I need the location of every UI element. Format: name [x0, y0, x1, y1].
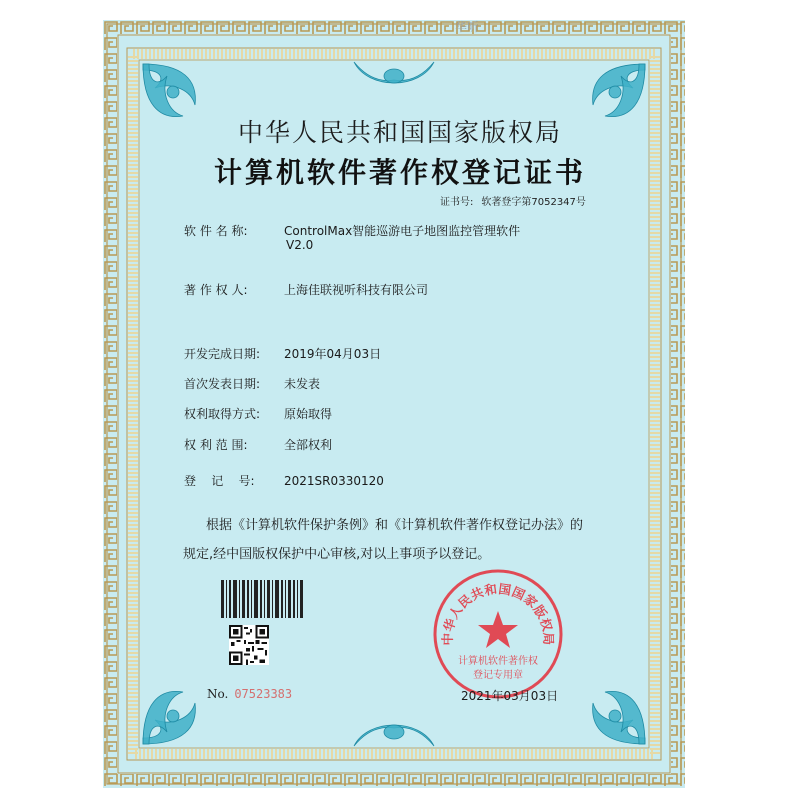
serial-value: 07523383	[234, 687, 293, 701]
official-seal	[431, 567, 565, 701]
field-label: 开发完成日期:	[184, 347, 261, 361]
field-value: ControlMax智能巡游电子地图监控管理软件	[284, 224, 521, 238]
field-label: 软 件 名 称:	[184, 224, 248, 238]
field-label: 著 作 权 人:	[184, 283, 248, 297]
field-first-publication-date	[184, 375, 320, 392]
certificate-number-value: 软著登字第7052347号	[481, 197, 586, 208]
certificate-title: 计算机软件著作权登记证书	[213, 156, 586, 189]
field-label: 首次发表日期:	[184, 377, 261, 391]
field-value-version: V2.0	[286, 238, 314, 252]
certificate-number-label: 证书号:	[440, 197, 474, 208]
serial-prefix: No.	[207, 687, 229, 701]
statement-line-2: 规定,经中国版权保护中心审核,对以上事项予以登记。	[183, 547, 491, 562]
field-value: 原始取得	[284, 407, 333, 421]
field-completion-date	[184, 345, 381, 362]
issue-date: 2021年03月03日	[461, 689, 559, 703]
field-rights-scope	[184, 436, 332, 453]
field-value: 全部权利	[284, 438, 333, 452]
seal-ring-text: 中华人民共和国国家版权局	[439, 581, 557, 646]
field-label: 权利取得方式:	[184, 407, 261, 421]
field-copyright-owner	[184, 281, 428, 298]
issuing-authority: 中华人民共和国国家版权局	[237, 118, 562, 147]
serial-number	[207, 687, 292, 701]
certificate-number	[440, 193, 594, 208]
field-label: 权 利 范 围:	[184, 438, 248, 452]
field-value: 2019年04月03日	[284, 347, 382, 361]
field-value: 未发表	[284, 377, 321, 391]
barcode	[221, 580, 305, 618]
handwritten-note: 华昕	[455, 20, 480, 34]
field-label: 登 记 号:	[184, 474, 255, 488]
field-value: 2021SR0330120	[284, 474, 384, 488]
seal-line-2: 登记专用章	[473, 670, 523, 681]
field-registration-number	[184, 472, 384, 489]
field-value: 上海佳联视听科技有限公司	[284, 283, 429, 297]
field-acquisition-method	[184, 405, 332, 422]
statement-line-1: 根据《计算机软件保护条例》和《计算机软件著作权登记办法》的	[206, 518, 584, 533]
qr-code	[229, 625, 269, 665]
seal-line-1: 计算机软件著作权	[458, 656, 538, 667]
field-software-name	[184, 222, 521, 252]
star-icon	[478, 611, 518, 648]
